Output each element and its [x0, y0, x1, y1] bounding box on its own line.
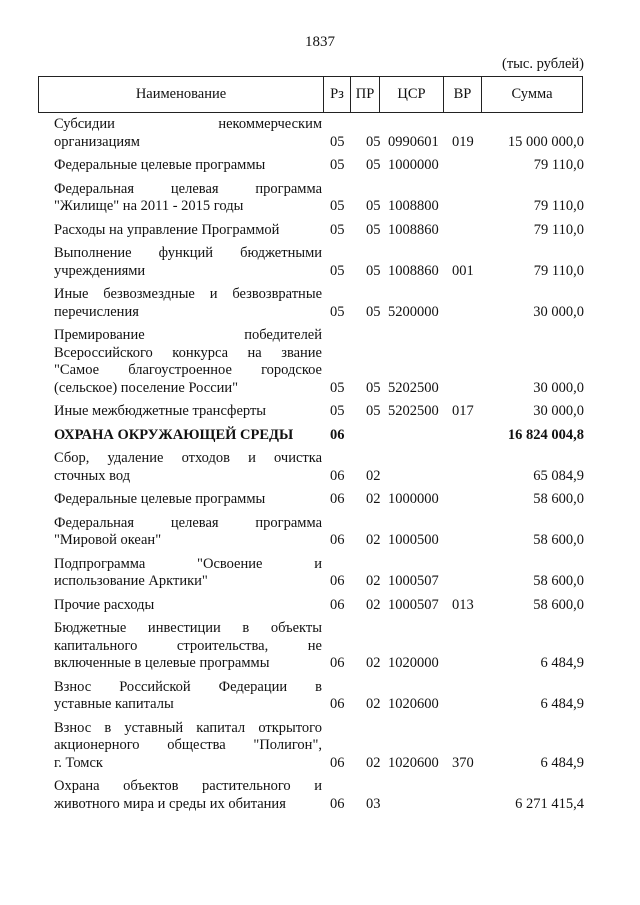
row-csr: 1008800	[388, 198, 439, 214]
table-row	[54, 450, 584, 485]
row-name-line: Иные межбюджетные трансферты	[54, 403, 267, 419]
row-name-line: акционерного общества "Полигон",	[54, 737, 322, 753]
row-sum: 6 484,9	[540, 655, 584, 671]
row-name-line: Бюджетные инвестиции в объекты	[54, 620, 322, 636]
row-pr: 05	[366, 379, 381, 396]
row-sum: 79 110,0	[533, 262, 584, 279]
row-csr: 1008860	[388, 262, 439, 279]
row-rz: 05	[330, 133, 345, 150]
row-sum: 30 000,0	[533, 303, 584, 320]
row-pr: 02	[366, 491, 381, 507]
row-rz: 05	[330, 198, 345, 214]
row-rz: 05	[330, 157, 345, 173]
row-pr: 05	[366, 198, 381, 214]
row-pr: 02	[366, 655, 381, 671]
row-name-line: использование Арктики"	[54, 573, 208, 589]
row-name-line: Взнос в уставный капитал открытого	[54, 719, 322, 736]
row-name-line: организациям	[54, 133, 140, 150]
row-rz: 06	[330, 795, 345, 812]
row-name-line: Выполнение функций бюджетными	[54, 245, 322, 261]
row-rz: 06	[330, 655, 345, 671]
row-sum: 15 000 000,0	[507, 133, 584, 150]
row-name	[54, 620, 322, 673]
row-vr: 019	[452, 133, 474, 150]
row-name-line: учреждениями	[54, 262, 146, 279]
row-name	[54, 222, 322, 240]
row-csr: 1000000	[388, 157, 439, 173]
row-sum: 58 600,0	[533, 491, 584, 507]
table-row	[54, 286, 584, 321]
row-name-line: "Самое благоустроенное городское	[54, 362, 322, 378]
row-name-line: перечисления	[54, 303, 139, 320]
row-pr: 05	[366, 133, 381, 150]
row-name-line: Охрана объектов растительного и	[54, 778, 322, 794]
row-name	[54, 556, 322, 591]
row-name-line: капитального строительства, не	[54, 637, 322, 654]
row-name-line: сточных вод	[54, 467, 131, 484]
row-name-line: Федеральная целевая программа	[54, 180, 322, 197]
row-name-line: Субсидии некоммерческим	[54, 116, 322, 132]
row-name-line: "Мировой океан"	[54, 532, 162, 548]
row-csr: 1020600	[388, 696, 439, 712]
table-row	[54, 181, 584, 216]
row-name	[54, 515, 322, 550]
table-header	[38, 76, 583, 113]
row-csr: 1000507	[388, 573, 439, 589]
table-row	[54, 778, 584, 813]
row-name-line: ОХРАНА ОКРУЖАЮЩЕЙ СРЕДЫ	[54, 426, 294, 443]
row-name	[54, 720, 322, 773]
row-name	[54, 157, 322, 175]
table-row	[54, 679, 584, 714]
row-name-line: Прочие расходы	[54, 596, 155, 613]
row-name-line: Сбор, удаление отходов и очистка	[54, 450, 322, 466]
row-pr: 02	[366, 596, 381, 613]
header-pr: ПР	[351, 77, 380, 112]
row-pr: 02	[366, 467, 381, 484]
row-rz: 06	[330, 573, 345, 589]
units-label: (тыс. рублей)	[502, 56, 584, 72]
row-vr: 017	[452, 403, 474, 419]
row-sum: 79 110,0	[533, 198, 584, 214]
row-csr: 1000507	[388, 596, 439, 613]
row-sum: 16 824 004,8	[507, 426, 584, 443]
row-rz: 06	[330, 596, 345, 613]
row-name	[54, 403, 322, 421]
row-pr: 05	[366, 403, 381, 419]
table-row	[54, 327, 584, 397]
row-name	[54, 491, 322, 509]
row-name-line: включенные в целевые программы	[54, 655, 270, 671]
row-name-line: Иные безвозмездные и безвозвратные	[54, 286, 322, 302]
row-sum: 30 000,0	[533, 379, 584, 396]
table-row	[54, 222, 584, 240]
row-pr: 02	[366, 754, 381, 771]
row-pr: 05	[366, 221, 381, 238]
row-rz: 06	[330, 467, 345, 484]
header-rz: Рз	[324, 77, 351, 112]
header-sum: Сумма	[511, 86, 553, 102]
row-rz: 05	[330, 262, 345, 279]
row-rz: 05	[330, 221, 345, 238]
table-row	[54, 157, 584, 175]
row-sum: 65 084,9	[533, 467, 584, 484]
table-row	[54, 116, 584, 151]
row-name-line: Всероссийского конкурса на звание	[54, 344, 322, 361]
row-rz: 06	[330, 532, 345, 548]
row-vr: 370	[452, 754, 474, 771]
row-rz: 06	[330, 754, 345, 771]
row-csr: 5200000	[388, 303, 439, 320]
header-csr: ЦСР	[380, 77, 444, 112]
row-pr: 02	[366, 696, 381, 712]
page-number: 1837	[305, 34, 335, 50]
row-pr: 02	[366, 573, 381, 589]
table-row	[54, 427, 584, 445]
row-name-line: г. Томск	[54, 754, 103, 771]
row-name-line: Федеральные целевые программы	[54, 491, 266, 507]
row-sum: 58 600,0	[533, 573, 584, 589]
row-csr: 1000500	[388, 532, 439, 548]
row-csr: 1020600	[388, 754, 439, 771]
row-sum: 58 600,0	[533, 532, 584, 548]
row-csr: 1000000	[388, 491, 439, 507]
row-csr: 1008860	[388, 221, 439, 238]
row-rz: 05	[330, 303, 345, 320]
row-csr: 5202500	[388, 379, 439, 396]
table-row	[54, 491, 584, 509]
table-row	[54, 556, 584, 591]
row-sum: 6 484,9	[540, 754, 584, 771]
table-row	[54, 403, 584, 421]
row-name	[54, 181, 322, 216]
row-name-line: Расходы на управление Программой	[54, 221, 280, 238]
row-csr: 0990601	[388, 133, 439, 150]
row-csr: 5202500	[388, 403, 439, 419]
row-vr: 001	[452, 262, 474, 279]
row-pr: 02	[366, 532, 381, 548]
row-name-line: (сельское) поселение России"	[54, 379, 239, 396]
row-name-line: Федеральная целевая программа	[54, 514, 322, 531]
row-pr: 05	[366, 303, 381, 320]
row-rz: 06	[330, 491, 345, 507]
row-name-line: "Жилище" на 2011 - 2015 годы	[54, 198, 244, 214]
header-vr: ВР	[444, 77, 482, 112]
row-name	[54, 778, 322, 813]
row-csr: 1020000	[388, 655, 439, 671]
table-body	[54, 116, 584, 819]
table-row	[54, 597, 584, 615]
row-sum: 79 110,0	[533, 157, 584, 173]
row-pr: 05	[366, 262, 381, 279]
row-name	[54, 116, 322, 151]
table-row	[54, 620, 584, 673]
row-sum: 6 484,9	[540, 696, 584, 712]
row-sum: 30 000,0	[533, 403, 584, 419]
table-row	[54, 720, 584, 773]
row-name-line: Премирование победителей	[54, 327, 322, 343]
header-name: Наименование	[39, 77, 324, 112]
table-row	[54, 515, 584, 550]
row-pr: 05	[366, 157, 381, 173]
row-name-line: уставные капиталы	[54, 696, 174, 712]
row-name-line: Федеральные целевые программы	[54, 157, 266, 173]
row-rz: 06	[330, 696, 345, 712]
row-name	[54, 450, 322, 485]
row-name-line: Подпрограмма "Освоение и	[54, 555, 322, 572]
row-rz: 06	[330, 426, 345, 443]
row-name-line: животного мира и среды их обитания	[54, 795, 286, 812]
row-name	[54, 597, 322, 615]
row-sum: 6 271 415,4	[515, 795, 584, 812]
row-name	[54, 286, 322, 321]
row-name-line: Взнос Российской Федерации в	[54, 678, 322, 695]
row-rz: 05	[330, 379, 345, 396]
row-vr: 013	[452, 596, 474, 613]
table-row	[54, 245, 584, 280]
row-name	[54, 245, 322, 280]
row-name	[54, 427, 322, 445]
row-rz: 05	[330, 403, 345, 419]
row-name	[54, 327, 322, 397]
row-sum: 79 110,0	[533, 221, 584, 238]
row-name	[54, 679, 322, 714]
row-pr: 03	[366, 795, 381, 812]
row-sum: 58 600,0	[533, 596, 584, 613]
